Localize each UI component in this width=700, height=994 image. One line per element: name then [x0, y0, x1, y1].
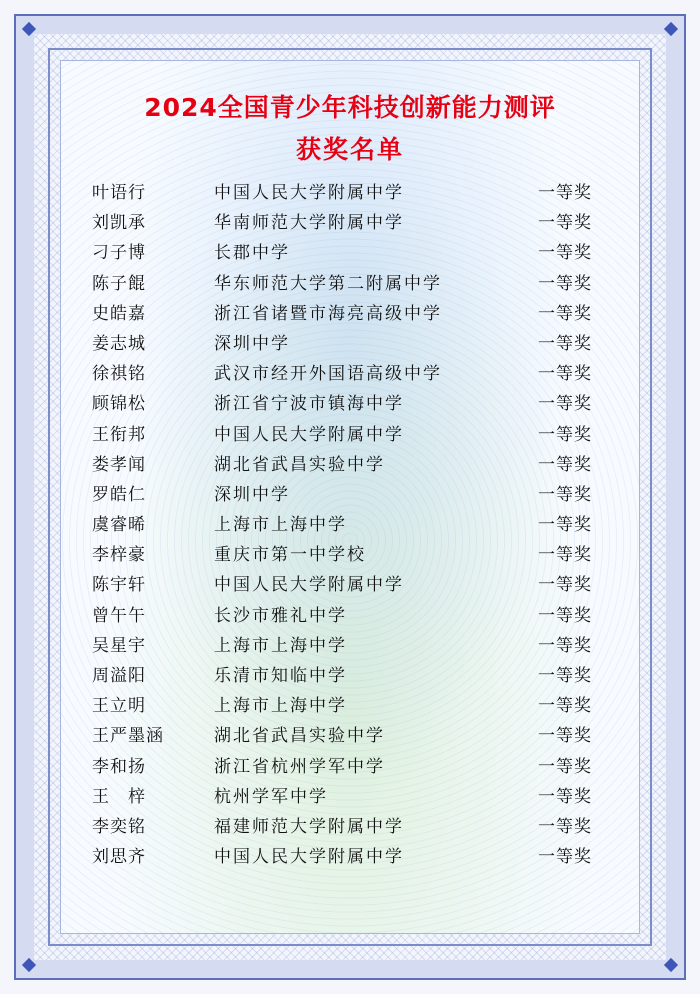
winner-row — [0, 238, 700, 268]
winner-row — [0, 329, 700, 359]
winner-row — [0, 782, 700, 812]
winner-award: 一等奖 — [538, 786, 592, 807]
winner-row — [0, 480, 700, 510]
winner-name: 陈子餛 — [92, 273, 146, 294]
winner-row — [0, 812, 700, 842]
winner-name: 刘思齐 — [92, 847, 146, 868]
winner-row — [0, 510, 700, 540]
winner-row — [0, 842, 700, 872]
winner-award: 一等奖 — [538, 183, 592, 203]
winner-name: 顾锦松 — [92, 394, 146, 415]
winner-award: 一等奖 — [538, 545, 592, 566]
winner-row — [0, 269, 700, 299]
winner-school: 中国人民大学附属中学 — [214, 424, 404, 445]
winner-award: 一等奖 — [538, 303, 592, 324]
winner-name: 徐祺铭 — [92, 364, 146, 385]
winner-name: 曾午午 — [92, 605, 146, 626]
winner-row — [0, 359, 700, 389]
winner-row — [0, 540, 700, 570]
winner-row — [0, 178, 700, 208]
winner-school: 乐清市知临中学 — [214, 666, 347, 686]
winner-school: 杭州学军中学 — [214, 786, 328, 807]
winner-row — [0, 691, 700, 721]
winner-school: 福建师范大学附属中学 — [214, 816, 404, 837]
winner-award: 一等奖 — [538, 364, 592, 385]
winner-school: 浙江省宁波市镇海中学 — [214, 394, 404, 415]
winner-row — [0, 721, 700, 751]
winner-name: 王衔邦 — [92, 424, 146, 445]
winner-school: 长沙市雅礼中学 — [214, 605, 347, 626]
winner-school: 浙江省杭州学军中学 — [214, 756, 385, 777]
winner-row — [0, 661, 700, 691]
winner-list — [0, 178, 700, 872]
winner-name: 王立明 — [92, 696, 146, 717]
winner-school: 重庆市第一中学校 — [214, 545, 366, 566]
winner-name: 姜志城 — [92, 333, 146, 354]
winner-school: 深圳中学 — [214, 333, 290, 354]
winner-school: 华南师范大学附属中学 — [214, 213, 404, 234]
winner-award: 一等奖 — [538, 394, 592, 415]
winner-award: 一等奖 — [538, 454, 592, 475]
winner-school: 武汉市经开外国语高级中学 — [214, 364, 442, 385]
winner-name: 刁子博 — [92, 243, 146, 264]
winner-school: 深圳中学 — [214, 484, 290, 505]
winner-school: 湖北省武昌实验中学 — [214, 454, 385, 475]
winner-name: 陈宇轩 — [92, 575, 146, 596]
winner-row — [0, 752, 700, 782]
winner-school: 湖北省武昌实验中学 — [214, 726, 385, 747]
winner-award: 一等奖 — [538, 605, 592, 626]
winner-row — [0, 208, 700, 238]
winner-school: 上海市上海中学 — [214, 635, 347, 656]
winner-award: 一等奖 — [538, 213, 592, 234]
winner-name: 王严墨涵 — [92, 726, 164, 747]
winner-award: 一等奖 — [538, 515, 592, 536]
winner-school: 华东师范大学第二附属中学 — [214, 273, 442, 294]
winner-award: 一等奖 — [538, 666, 592, 686]
winner-school: 长郡中学 — [214, 243, 290, 264]
winner-name: 吴星宇 — [92, 635, 146, 656]
winner-school: 上海市上海中学 — [214, 696, 347, 717]
winner-row — [0, 570, 700, 600]
winner-name: 娄孝闻 — [92, 454, 146, 475]
winner-name: 刘凯承 — [92, 213, 146, 234]
winner-name: 李和扬 — [92, 756, 146, 777]
winner-school: 浙江省诸暨市海亮高级中学 — [214, 303, 442, 324]
winner-award: 一等奖 — [538, 816, 592, 837]
winner-school: 中国人民大学附属中学 — [214, 183, 404, 203]
winner-row — [0, 601, 700, 631]
winner-school: 中国人民大学附属中学 — [214, 847, 404, 868]
winner-award: 一等奖 — [538, 696, 592, 717]
winner-award: 一等奖 — [538, 847, 592, 868]
winner-award: 一等奖 — [538, 756, 592, 777]
winner-award: 一等奖 — [538, 424, 592, 445]
winner-award: 一等奖 — [538, 484, 592, 505]
winner-name: 周溢阳 — [92, 666, 146, 686]
winner-name: 叶语行 — [92, 183, 146, 203]
winner-name: 李梓豪 — [92, 545, 146, 566]
winner-row — [0, 389, 700, 419]
winner-row — [0, 631, 700, 661]
winner-award: 一等奖 — [538, 243, 592, 264]
winner-name: 李奕铭 — [92, 816, 146, 837]
winner-award: 一等奖 — [538, 726, 592, 747]
winner-name: 虞睿晞 — [92, 515, 146, 536]
winner-award: 一等奖 — [538, 635, 592, 656]
winner-name: 史皓嘉 — [92, 303, 146, 324]
winner-award: 一等奖 — [538, 273, 592, 294]
winner-name: 王 梓 — [92, 786, 146, 807]
winner-row — [0, 420, 700, 450]
winner-row — [0, 299, 700, 329]
winner-school: 中国人民大学附属中学 — [214, 575, 404, 596]
winner-school: 上海市上海中学 — [214, 515, 347, 536]
winner-name: 罗皓仁 — [92, 484, 146, 505]
winner-row — [0, 450, 700, 480]
winner-award: 一等奖 — [538, 333, 592, 354]
page-title: 2024全国青少年科技创新能力测评 — [144, 93, 556, 122]
winner-award: 一等奖 — [538, 575, 592, 596]
page-subtitle: 获奖名单 — [295, 135, 404, 164]
